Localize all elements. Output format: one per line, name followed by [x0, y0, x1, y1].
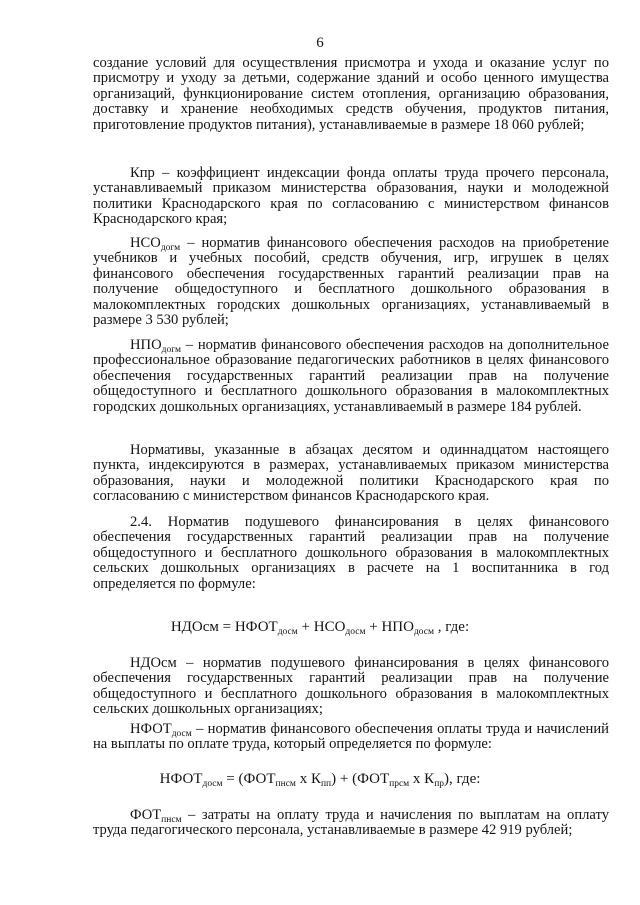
- npo-symbol: НПО: [130, 337, 162, 353]
- nso-symbol: НСО: [130, 235, 161, 251]
- paragraph-2-4: 2.4. Норматив подушевого финансирования в целях финансового обеспечения государственных гарантий реализации прав на получение общедоступного и бесплатного дошкольного образования в малокомплектных сельских дошкольных организациях в расчете на 1 воспитанника в год определяется по формуле:: [93, 514, 609, 592]
- paragraph-nso-definition: [93, 236, 609, 328]
- paragraph-indexation: Нормативы, указанные в абзацах десятом и одиннадцатом настоящего пункта, индексируются в размерах, устанавливаемых приказом министерства образования, науки и молодежной политики Краснодарского края по согласованию с министерством финансов Краснодарского края.: [93, 442, 609, 505]
- nfot-subscript: досм: [171, 729, 192, 739]
- formula-nfot: $НФОТ_{досм} = (ФОТ_{пнсм}$ х $К_{пп}) + (ФОТ_{прсм}$ х $К_{пр}$), где:: [159, 771, 481, 789]
- nso-subscript: догм: [160, 243, 181, 253]
- paragraph-nfot-definition: [93, 722, 609, 753]
- nso-text: – норматив финансового обеспечения расходов на приобретение учебников и учебных пособий, средств обучения, игр, игрушек в целях финансового обеспечения государственных гарантий реализации прав на получение общедоступного и бесплатного дошкольного образования в малокомплектных городских дошкольных организациях, устанавливаемый в размере 3 530 рублей;: [93, 235, 609, 329]
- fot-subscript: пнсм: [161, 815, 182, 825]
- paragraph-fot-definition: [93, 808, 609, 839]
- page-number: 6: [316, 35, 324, 51]
- formula-ndosm: НДОсм = $НФОТ_{досм} + НСО_{досм} + НПО_{досм}$ , где:: [170, 619, 470, 637]
- paragraph-services-costs: создание условий для осуществления присмотра и ухода и оказание услуг по присмотру и уходу за детьми, содержание зданий и особо ценного имущества организаций, функционирование систем отопления, организацию образования, доставку и хранение необходимых средств обучения, продуктов питания, приготовление продуктов питания), устанавливаемые в размере 18 060 рублей;: [93, 55, 609, 133]
- paragraph-kpr-definition: Кпр – коэффициент индексации фонда оплаты труда прочего персонала, устанавливаемый приказом министерства образования, науки и молодежной политики Краснодарского края по согласованию с министерством финансов Краснодарского края;: [93, 165, 609, 228]
- paragraph-npo-definition: [93, 338, 609, 415]
- nfot-text: – норматив финансового обеспечения оплаты труда и начислений на выплаты по оплате труда, который определяется по формуле:: [93, 721, 609, 753]
- npo-text: – норматив финансового обеспечения расходов на дополнительное профессиональное образование педагогических работников в целях финансового обеспечения государственных гарантий реализации прав на получение общедоступного и бесплатного дошкольного образования в малокомплектных городских дошкольных организациях, устанавливаемый в размере 184 рублей.: [93, 337, 609, 415]
- fot-text: – затраты на оплату труда и начисления по выплатам на оплату труда педагогического персонала, устанавливаемые в размере 42 919 рублей;: [93, 807, 609, 839]
- fot-symbol: ФОТ: [130, 807, 162, 823]
- npo-subscript: догм: [161, 345, 181, 355]
- nfot-symbol: НФОТ: [130, 721, 172, 737]
- paragraph-ndosm-definition: НДОсм – норматив подушевого финансирования в целях финансового обеспечения государственных гарантий реализации прав на получение общедоступного и бесплатного дошкольного образования в малокомплектных сельских дошкольных организациях;: [93, 655, 609, 718]
